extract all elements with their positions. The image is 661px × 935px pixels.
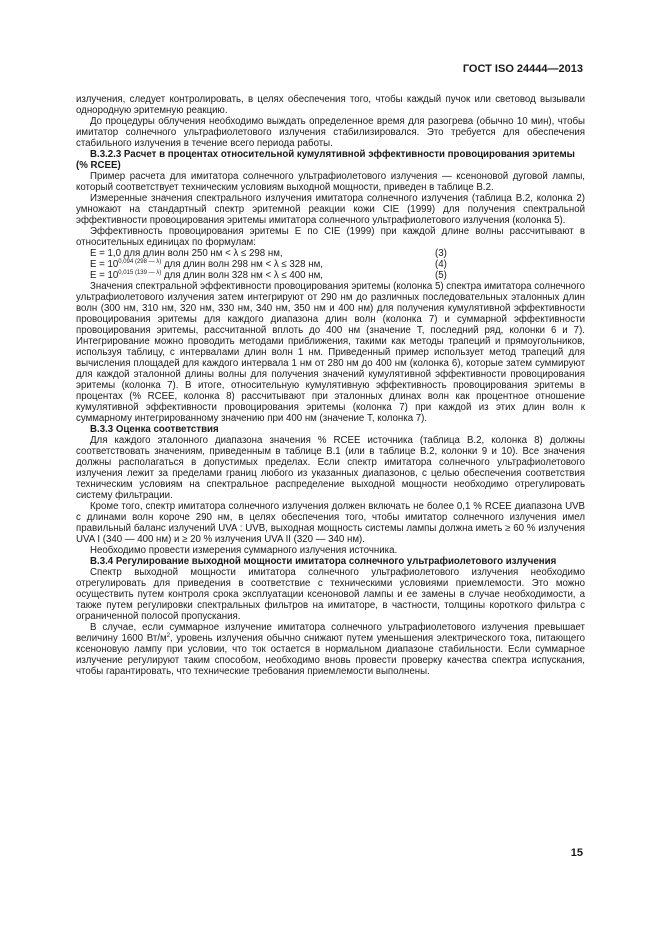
paragraph: Измеренные значения спектрального излучения имитатора солнечного излучения (таблица В.2, колонка 2) умножают на стандартный спектр эритемной реакции кожи CIE (1999) для получения спектральной эффективности провоцирования эритемы имитатора солнечного ультрафиолетового излучения (колонка 5). [76,193,585,226]
paragraph: Спектр выходной мощности имитатора солнечного ультрафиолетового излучения необходимо отрегулировать для приведения в соответствие с техническими условиями приемлемости. Это можно осуществить путем контроля срока эксплуатации ксеноновой лампы и ее замены в случае необходимости, а также путем регулировки спектральных фильтров на имитаторе, в частности, толщины короткого фильтра с ограниченной полосой пропускания. [76,567,585,622]
formula-row [76,259,585,270]
paragraph: Эффективность провоцирования эритемы Е по CIE (1999) при каждой длине волны рассчитывают в относительных единицах по формулам: [76,226,585,248]
paragraph: Кроме того, спектр имитатора солнечного излучения должен включать не более 0,1 % RCEE диапазона UVB с длинами волн короче 290 нм, в целях обеспечения того, чтобы имитатор солнечного излучения имел правильный баланс излучений UVA : UVB, выходная мощность системы лампы должна иметь ≥ 60 % излучения UVA I (340 — 400 нм) и ≥ 20 % излучения UVA II (320 — 340 нм). [76,501,585,545]
paragraph: излучения, следует контролировать, в целях обеспечения того, чтобы каждый пучок или световод вызывали однородную эритемную реакцию. [76,94,585,116]
formula-row [76,248,585,259]
paragraph: Значения спектральной эффективности провоцирования эритемы (колонка 5) спектра имитатора солнечного ультрафиолетового излучения затем интегрируют от 290 нм до различных последовательных эталонных длин волн (300 нм, 310 нм, 320 нм, 330 нм, 340 нм, 350 нм и 400 нм) для получения кумулятивной эффективности провоцирования эритемы для каждого диапазона длин волн (колонка 7) и суммарной эффективности провоцирования эритемы, рассчитанной вплоть до 400 нм (значение Т, последний ряд, колонки 6 и 7). Интегрирование можно проводить методами приближения, такими как методы трапеций и прямоугольников, используя таблицу, с интервалами длин волн 1 нм. Приведенный пример использует метод трапеций для вычисления площадей для каждого интервала 1 нм от 280 нм до 400 нм (колонка 6), которые затем суммируют для каждой эталонной длины волны для получения значений кумулятивной эффективности провоцирования эритемы (колонка 7). В итоге, относительную кумулятивную эффективность провоцирования эритемы в процентах (% RCEE, колонка 8) рассчитывают при эталонных длинах волн как процентное отношение кумулятивной эффективности провоцирования эритемы (колонка 7) при каждой из этих длин волн к суммарному интегрированному значению при 400 нм (значение Т, колонка 7). [76,281,585,424]
formula-block [76,248,585,281]
formula-number: (3) [435,248,447,259]
paragraph: В случае, если суммарное излучение имитатора солнечного ультрафиолетового излучения превышает величину 1600 $Вт/м^2$, уровень излучения обычно снижают путем уменьшения электрического тока, питающего ксеноновую лампу при условии, что ток остается в нормальном диапазоне стабильности. Если суммарное излучение регулируют таким способом, необходимо вновь провести проверку качества спектра испускания, чтобы гарантировать, что технические требования приемлемости выполнены. [76,622,585,677]
formula-exponent: 0,094 (298 — λ) [118,259,162,265]
formula-exponent: 0,015 (139 — λ) [118,270,162,276]
section-heading: В.3.3 Оценка соответствия [90,424,219,435]
standard-header: ГОСТ ISO 24444—2013 [462,63,583,75]
formula-expression: E = 1,0 для длин волн 250 нм < λ ≤ 298 нм, [90,248,283,259]
section-heading: В.3.2.3 Расчет в процентах относительной кумулятивной эффективности провоцирования эритемы (% RCEE) [76,149,575,171]
paragraph: До процедуры облучения необходимо выждать определенное время для разогрева (обычно 10 мин), чтобы имитатор солнечного ультрафиолетового излучения стабилизировался. Это требуется для обеспечения стабильного излучения в течение всего периода работы. [76,116,585,149]
section-heading: В.3.4 Регулирование выходной мощности имитатора солнечного ультрафиолетового излучения [90,556,557,567]
paragraph: Для каждого эталонного диапазона значения % RCEE источника (таблица В.2, колонка 8) должны соответствовать значениям, приведенным в таблице В.1 (или в таблице В.2, колонки 9 и 10). Все значения должны располагаться в допустимых пределах. Если спектр имитатора солнечного ультрафиолетового излучения лежит за пределами границ любого из указанных диапазонов, с целью обеспечения соответствия техническим условиям на спектральное распределение выходной мощности необходимо отрегулировать систему фильтрации. [76,435,585,501]
formula-number: (4) [435,259,447,270]
superscript: 2 [166,633,170,639]
paragraph: Пример расчета для имитатора солнечного ультрафиолетового излучения — ксеноновой дуговой лампы, который соответствует техническим условиям выходной мощности, приведен в таблице В.2. [76,171,585,193]
paragraph: Необходимо провести измерения суммарного излучения источника. [90,545,398,556]
formula-expression: $E = 10^{0,094 (298 — \lambda)}$ для длин волн 298 нм < λ ≤ 328 нм, [90,259,323,270]
formula-row [76,270,585,281]
formula-number: (5) [435,270,447,281]
formula-expression: $E = 10^{0,015 (139 — \lambda)}$ для длин волн 328 нм < λ ≤ 400 нм, [90,270,323,281]
page-number: 15 [570,847,583,859]
